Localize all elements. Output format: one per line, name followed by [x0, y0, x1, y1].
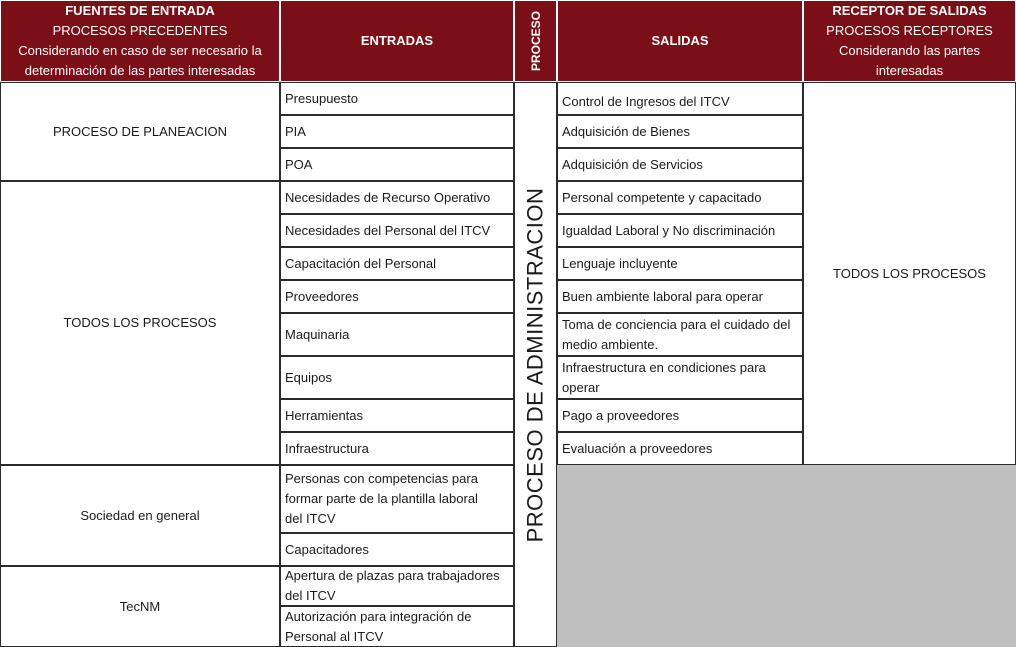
- salida-label: Lenguaje incluyente: [562, 255, 678, 271]
- entrada-line: Personal al ITCV: [285, 628, 384, 644]
- salida-cell: [557, 432, 803, 465]
- entrada-label: Herramientas: [285, 407, 364, 423]
- salida-label: Buen ambiente laboral para operar: [562, 288, 763, 304]
- header-fuentes-line-2: PROCESOS PRECEDENTES: [52, 23, 228, 38]
- entrada-label: Maquinaria: [285, 326, 350, 342]
- entrada-cell: [280, 432, 514, 465]
- fuente-cell: [0, 181, 280, 465]
- salida-cell: [557, 399, 803, 432]
- entrada-cell: [280, 247, 514, 280]
- header-proceso: [514, 0, 557, 82]
- entrada-label: Capacitadores: [285, 541, 369, 557]
- entrada-label: Proveedores: [285, 288, 359, 304]
- entrada-cell: [280, 181, 514, 214]
- entrada-line: Personas con competencias para: [285, 471, 478, 486]
- entrada-cell: [280, 313, 514, 356]
- salida-label: [562, 358, 766, 398]
- entrada-cell: [280, 399, 514, 432]
- salida-label: Control de Ingresos del ITCV: [562, 94, 730, 109]
- header-fuentes-line-1: FUENTES DE ENTRADA: [65, 3, 215, 18]
- entrada-label: Necesidades de Recurso Operativo: [285, 189, 491, 205]
- salida-label: Personal competente y capacitado: [562, 189, 762, 205]
- fuente-label: TODOS LOS PROCESOS: [63, 315, 217, 330]
- entrada-cell: [280, 148, 514, 181]
- salida-cell: [557, 181, 803, 214]
- fuente-cell: [0, 566, 280, 647]
- header-receptor-line-4: interesadas: [875, 63, 944, 78]
- entrada-cell: [280, 356, 514, 399]
- entrada-line: Autorización para integración de: [285, 608, 472, 624]
- entrada-label: [285, 469, 478, 529]
- fuente-cell: [0, 465, 280, 566]
- salida-cell: [557, 148, 803, 181]
- entrada-cell: [280, 465, 514, 533]
- entrada-cell: [280, 214, 514, 247]
- header-receptor-line-1: RECEPTOR DE SALIDAS: [832, 3, 987, 18]
- entrada-cell: [280, 533, 514, 566]
- salida-cell: [557, 82, 803, 115]
- entrada-label: Presupuesto: [285, 90, 358, 106]
- salida-label: Adquisición de Bienes: [562, 123, 690, 139]
- fuente-label: Sociedad en general: [80, 507, 200, 523]
- salida-label: [562, 315, 790, 355]
- salida-cell: [557, 247, 803, 280]
- salida-cell: [557, 356, 803, 399]
- entrada-line: del ITCV: [285, 588, 336, 603]
- entrada-cell: [280, 82, 514, 115]
- header-receptor: [803, 0, 1016, 82]
- salida-line: Toma de conciencia para el cuidado del: [562, 316, 791, 332]
- entrada-cell: [280, 606, 514, 647]
- entrada-line: formar parte de la plantilla laboral: [285, 491, 478, 506]
- entrada-label: PIA: [285, 123, 306, 139]
- entrada-label: Infraestructura: [285, 440, 369, 456]
- entrada-cell: [280, 566, 514, 606]
- fuente-cell: [0, 82, 280, 181]
- receptor-cell: [803, 82, 1016, 465]
- entrada-cell: [280, 280, 514, 313]
- empty-filler-area: [557, 465, 1016, 647]
- entrada-label: Capacitación del Personal: [285, 255, 437, 271]
- salida-line: medio ambiente.: [562, 336, 659, 352]
- header-proceso-label: PROCESO: [528, 10, 543, 72]
- header-salidas-label: SALIDAS: [651, 33, 709, 48]
- salida-cell: [557, 313, 803, 356]
- salida-label: Pago a proveedores: [562, 407, 680, 423]
- salida-cell: [557, 280, 803, 313]
- header-receptor-line-2: PROCESOS RECEPTORES: [826, 23, 993, 38]
- salida-cell: [557, 214, 803, 247]
- entrada-label: [285, 566, 500, 606]
- salida-line: operar: [562, 379, 600, 395]
- entrada-line: del ITCV: [285, 511, 336, 526]
- salida-label: Igualdad Laboral y No discriminación: [562, 222, 776, 238]
- header-fuentes: [0, 0, 280, 82]
- header-receptor-line-3: Considerando las partes: [839, 43, 980, 58]
- header-fuentes-line-3: Considerando en caso de ser necesario la: [18, 43, 262, 58]
- header-entradas: [280, 0, 514, 82]
- entrada-label: POA: [285, 156, 313, 172]
- salida-label: Adquisición de Servicios: [562, 156, 703, 172]
- entrada-label: [285, 607, 471, 647]
- entrada-line: Apertura de plazas para trabajadores: [285, 568, 500, 583]
- fuente-label: PROCESO DE PLANEACION: [52, 123, 228, 139]
- fuente-label: TecNM: [119, 598, 161, 614]
- proceso-label: PROCESO DE ADMINISTRACION: [522, 187, 548, 542]
- salida-line: Infraestructura en condiciones para: [562, 359, 766, 375]
- salida-label: Evaluación a proveedores: [562, 440, 713, 456]
- proceso-cell: [514, 82, 557, 647]
- receptor-label: TODOS LOS PROCESOS: [833, 265, 986, 281]
- header-entradas-label: ENTRADAS: [360, 33, 434, 48]
- header-fuentes-line-4: determinación de las partes interesadas: [24, 63, 256, 78]
- header-salidas: [557, 0, 803, 82]
- entrada-cell: [280, 115, 514, 148]
- entrada-label: Equipos: [285, 369, 332, 385]
- entrada-label: Necesidades del Personal del ITCV: [285, 222, 491, 238]
- salida-cell: [557, 115, 803, 148]
